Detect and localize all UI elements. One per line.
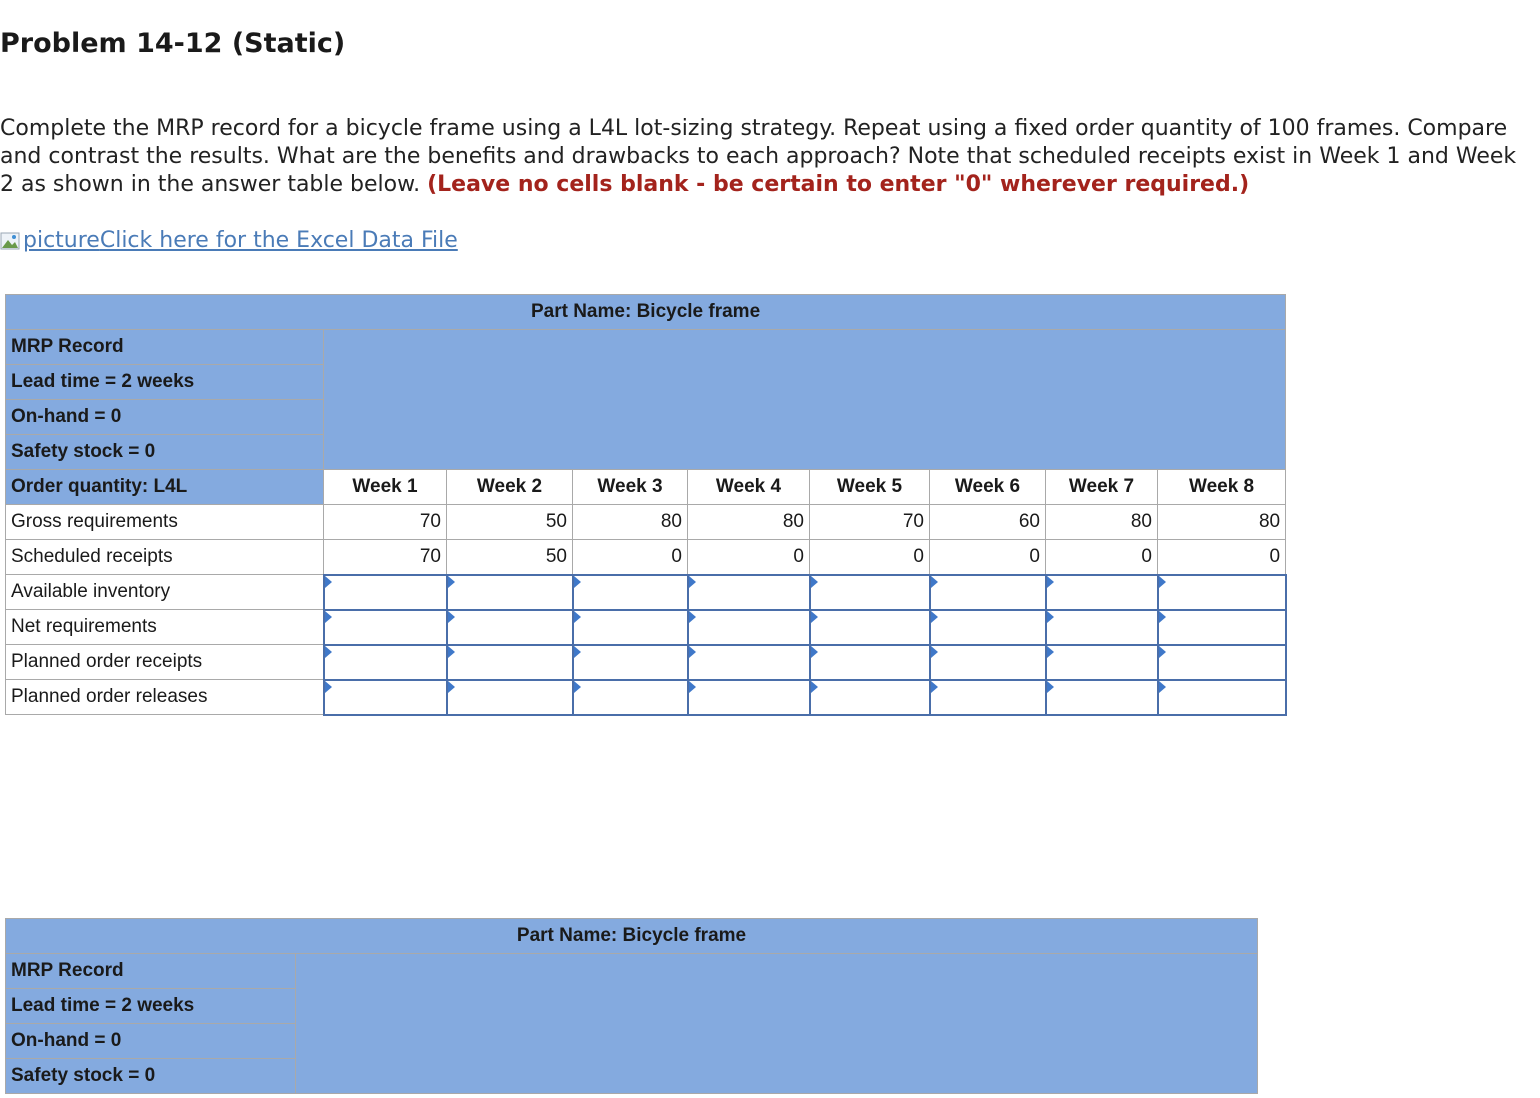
- input-marker-icon: [448, 611, 455, 623]
- available-inventory-input[interactable]: [931, 576, 1045, 609]
- available-inventory-input[interactable]: [325, 576, 446, 609]
- input-marker-icon: [448, 576, 455, 588]
- input-marker-icon: [811, 681, 818, 693]
- row-label: Scheduled receipts: [6, 540, 324, 575]
- input-marker-icon: [689, 646, 696, 658]
- input-marker-icon: [811, 611, 818, 623]
- planned-order-receipts-cell[interactable]: [1158, 645, 1286, 680]
- week-header: Week 4: [688, 470, 810, 505]
- input-marker-icon: [689, 611, 696, 623]
- planned-order-releases-input[interactable]: [574, 681, 687, 714]
- planned-order-releases-cell[interactable]: [810, 680, 930, 715]
- available-inventory-input[interactable]: [811, 576, 929, 609]
- planned-order-receipts-row: [6, 645, 1286, 680]
- available-inventory-input[interactable]: [574, 576, 687, 609]
- available-inventory-cell[interactable]: [930, 575, 1046, 610]
- planned-order-releases-row: [6, 680, 1286, 715]
- input-marker-icon: [689, 681, 696, 693]
- safety-stock-label: Safety stock = 0: [6, 1059, 296, 1094]
- gross-requirements-row: [6, 505, 1286, 540]
- gross-requirement-value: 70: [810, 505, 930, 540]
- mrp-record-label: MRP Record: [6, 954, 296, 989]
- broken-image-icon: [0, 230, 22, 252]
- net-requirements-input[interactable]: [689, 611, 809, 644]
- planned-order-releases-input[interactable]: [1159, 681, 1285, 714]
- input-marker-icon: [325, 681, 332, 693]
- gross-requirement-value: 80: [688, 505, 810, 540]
- on-hand-label: On-hand = 0: [6, 1024, 296, 1059]
- problem-title: Problem 14-12 (Static): [0, 28, 346, 59]
- input-marker-icon: [1047, 576, 1054, 588]
- net-requirements-cell[interactable]: [573, 610, 688, 645]
- planned-order-receipts-cell[interactable]: [447, 645, 573, 680]
- scheduled-receipt-value: 0: [810, 540, 930, 575]
- gross-requirement-value: 80: [573, 505, 688, 540]
- input-marker-icon: [811, 576, 818, 588]
- week-header: Week 3: [573, 470, 688, 505]
- planned-order-receipts-cell[interactable]: [930, 645, 1046, 680]
- net-requirements-input[interactable]: [325, 611, 446, 644]
- input-marker-icon: [325, 611, 332, 623]
- scheduled-receipt-value: 70: [324, 540, 447, 575]
- input-marker-icon: [574, 681, 581, 693]
- input-marker-icon: [931, 576, 938, 588]
- excel-link-label[interactable]: Click here for the Excel Data File: [99, 228, 458, 253]
- planned-order-receipts-cell[interactable]: [573, 645, 688, 680]
- week-header: Week 8: [1158, 470, 1286, 505]
- available-inventory-cell[interactable]: [447, 575, 573, 610]
- input-marker-icon: [574, 611, 581, 623]
- available-inventory-row: [6, 575, 1286, 610]
- input-marker-icon: [448, 681, 455, 693]
- planned-order-receipts-input[interactable]: [689, 646, 809, 679]
- planned-order-releases-cell[interactable]: [930, 680, 1046, 715]
- planned-order-releases-cell[interactable]: [447, 680, 573, 715]
- planned-order-releases-cell[interactable]: [1046, 680, 1158, 715]
- input-marker-icon: [574, 576, 581, 588]
- gross-requirement-value: 50: [447, 505, 573, 540]
- problem-instructions: Complete the MRP record for a bicycle frame using a L4L lot-sizing strategy. Repeat using a fixed order quantity of 100 frames. Compare and contrast the results. What are the benefits and drawbacks to each approach? Note that scheduled receipts exist in Week 1 and Week 2 as shown in the answer table below.: [0, 116, 1517, 197]
- net-requirements-cell[interactable]: [810, 610, 930, 645]
- net-requirements-input[interactable]: [1047, 611, 1157, 644]
- scheduled-receipt-value: 0: [1046, 540, 1158, 575]
- scheduled-receipt-value: 0: [573, 540, 688, 575]
- mrp-table-foq: [5, 918, 1258, 1094]
- input-marker-icon: [574, 646, 581, 658]
- input-marker-icon: [931, 611, 938, 623]
- gross-requirement-value: 70: [324, 505, 447, 540]
- excel-data-file-link[interactable]: [0, 228, 458, 253]
- input-marker-icon: [1047, 646, 1054, 658]
- blank-cells-warning: (Leave no cells blank - be certain to enter "0" wherever required.): [427, 172, 1250, 197]
- input-marker-icon: [689, 576, 696, 588]
- week-header: Week 2: [447, 470, 573, 505]
- problem-description: [0, 115, 1520, 199]
- gross-requirement-value: 80: [1046, 505, 1158, 540]
- available-inventory-cell[interactable]: [1158, 575, 1286, 610]
- planned-order-releases-input[interactable]: [325, 681, 446, 714]
- input-marker-icon: [1159, 646, 1166, 658]
- planned-order-receipts-input[interactable]: [1159, 646, 1285, 679]
- lead-time-label: Lead time = 2 weeks: [6, 989, 296, 1024]
- available-inventory-input[interactable]: [1047, 576, 1157, 609]
- week-header: Week 1: [324, 470, 447, 505]
- planned-order-receipts-cell[interactable]: [324, 645, 447, 680]
- part-name-header: Part Name: Bicycle frame: [6, 295, 1286, 330]
- planned-order-releases-cell[interactable]: [324, 680, 447, 715]
- available-inventory-input[interactable]: [689, 576, 809, 609]
- available-inventory-cell[interactable]: [1046, 575, 1158, 610]
- scheduled-receipt-value: 0: [1158, 540, 1286, 575]
- planned-order-releases-cell[interactable]: [1158, 680, 1286, 715]
- row-label: Planned order releases: [6, 680, 324, 715]
- planned-order-receipts-input[interactable]: [931, 646, 1045, 679]
- planned-order-releases-cell[interactable]: [573, 680, 688, 715]
- input-marker-icon: [1047, 681, 1054, 693]
- planned-order-receipts-cell[interactable]: [810, 645, 930, 680]
- available-inventory-cell[interactable]: [688, 575, 810, 610]
- planned-order-receipts-input[interactable]: [1047, 646, 1157, 679]
- planned-order-receipts-cell[interactable]: [688, 645, 810, 680]
- planned-order-releases-input[interactable]: [448, 681, 572, 714]
- week-header: Week 5: [810, 470, 930, 505]
- week-header: Week 7: [1046, 470, 1158, 505]
- gross-requirement-value: 60: [930, 505, 1046, 540]
- input-marker-icon: [931, 681, 938, 693]
- available-inventory-cell[interactable]: [324, 575, 447, 610]
- input-marker-icon: [1159, 576, 1166, 588]
- planned-order-receipts-input[interactable]: [574, 646, 687, 679]
- week-header: Week 6: [930, 470, 1046, 505]
- row-label: Available inventory: [6, 575, 324, 610]
- part-name-header: Part Name: Bicycle frame: [6, 919, 1258, 954]
- scheduled-receipts-row: [6, 540, 1286, 575]
- net-requirements-input[interactable]: [811, 611, 929, 644]
- net-requirements-row: [6, 610, 1286, 645]
- net-requirements-cell[interactable]: [688, 610, 810, 645]
- planned-order-receipts-input[interactable]: [325, 646, 446, 679]
- planned-order-releases-input[interactable]: [689, 681, 809, 714]
- input-marker-icon: [811, 646, 818, 658]
- available-inventory-input[interactable]: [1159, 576, 1285, 609]
- input-marker-icon: [325, 576, 332, 588]
- net-requirements-input[interactable]: [931, 611, 1045, 644]
- row-label: Planned order receipts: [6, 645, 324, 680]
- available-inventory-input[interactable]: [448, 576, 572, 609]
- net-requirements-cell[interactable]: [1158, 610, 1286, 645]
- net-requirements-input[interactable]: [1159, 611, 1285, 644]
- net-requirements-cell[interactable]: [930, 610, 1046, 645]
- available-inventory-cell[interactable]: [810, 575, 930, 610]
- input-marker-icon: [931, 646, 938, 658]
- planned-order-receipts-input[interactable]: [811, 646, 929, 679]
- lead-time-label: Lead time = 2 weeks: [6, 365, 324, 400]
- mrp-table-l4l: [5, 294, 1287, 716]
- planned-order-receipts-input[interactable]: [448, 646, 572, 679]
- planned-order-releases-input[interactable]: [931, 681, 1045, 714]
- image-alt-text: picture: [23, 228, 100, 253]
- mrp-record-label: MRP Record: [6, 330, 324, 365]
- input-marker-icon: [1159, 681, 1166, 693]
- scheduled-receipt-value: 0: [688, 540, 810, 575]
- row-label: Gross requirements: [6, 505, 324, 540]
- on-hand-label: On-hand = 0: [6, 400, 324, 435]
- header-blank-area: [296, 954, 1258, 1094]
- row-label: Net requirements: [6, 610, 324, 645]
- net-requirements-input[interactable]: [448, 611, 572, 644]
- input-marker-icon: [1159, 611, 1166, 623]
- scheduled-receipt-value: 0: [930, 540, 1046, 575]
- order-quantity-label: Order quantity: L4L: [6, 470, 324, 505]
- input-marker-icon: [1047, 611, 1054, 623]
- net-requirements-cell[interactable]: [324, 610, 447, 645]
- planned-order-releases-cell[interactable]: [688, 680, 810, 715]
- safety-stock-label: Safety stock = 0: [6, 435, 324, 470]
- planned-order-releases-input[interactable]: [1047, 681, 1157, 714]
- input-marker-icon: [325, 646, 332, 658]
- scheduled-receipt-value: 50: [447, 540, 573, 575]
- net-requirements-cell[interactable]: [1046, 610, 1158, 645]
- net-requirements-input[interactable]: [574, 611, 687, 644]
- input-marker-icon: [448, 646, 455, 658]
- planned-order-releases-input[interactable]: [811, 681, 929, 714]
- available-inventory-cell[interactable]: [573, 575, 688, 610]
- net-requirements-cell[interactable]: [447, 610, 573, 645]
- gross-requirement-value: 80: [1158, 505, 1286, 540]
- header-blank-area: [324, 330, 1286, 470]
- planned-order-receipts-cell[interactable]: [1046, 645, 1158, 680]
